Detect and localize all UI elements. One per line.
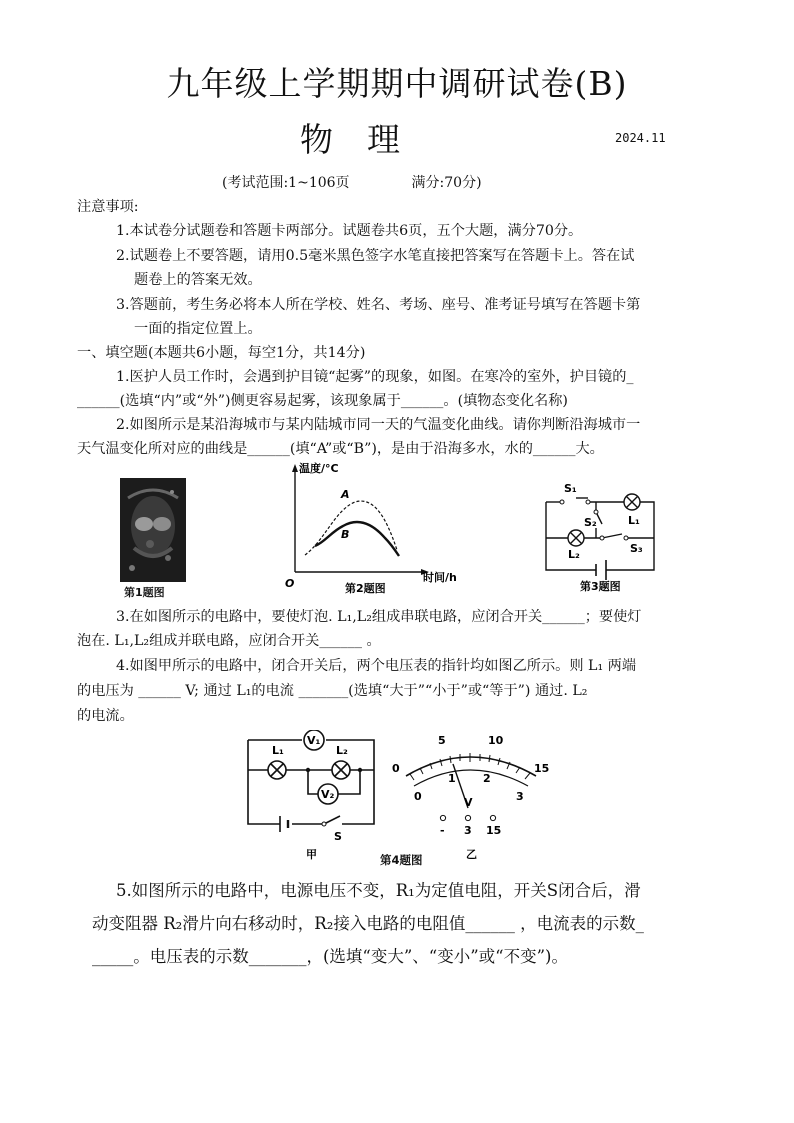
voltmeter-dial [388,728,558,866]
exam-scope [222,172,482,192]
figure-4-meter [388,728,558,866]
inner-scale-3: 3 [516,790,524,803]
meter-unit: V [464,796,473,809]
figure-1-caption: 第1题图 [124,586,165,599]
terminal-15: 15 [486,824,502,837]
question-2-line: 天气温变化所对应的曲线是______(填“A”或“B”)，是由于沿海多水，水的______大。 [77,441,604,457]
figure-3 [540,478,660,593]
l2-label: L₂ [568,548,580,561]
exam-date: 2024.11 [615,131,666,145]
question-3-line: 3.在如图所示的电路中，要使灯泡. L₁,L₂组成串联电路，应闭合开关______；要使灯 [116,609,642,625]
temperature-graph [285,460,465,600]
question-4-line: 的电压为 ______ V; 通过 L₁的电流 _______(选填“大于”“小于”或“等于”) 通过. L₂ [77,683,588,699]
curve-b-label: B [341,528,350,541]
outer-scale-10: 10 [488,734,504,747]
note-item: 题卷上的答案无效。 [134,272,262,288]
switch-label-4: S [334,830,342,843]
question-5-line: 动变阻器 R₂滑片向右移动时，R₂接入电路的电阻值______ ，电流表的示数_ [92,914,644,933]
subject-title: 物理 [300,120,434,159]
x-axis-label: 时间/h [423,571,457,584]
figure-jia-label: 甲 [306,848,317,860]
figure-1 [120,478,186,599]
note-item: 2.试题卷上不要答题，请用0.5毫米黑色签字水笔直接把答案写在答题卡上。答在试 [116,248,635,264]
figure-2-caption: 第2题图 [345,582,386,595]
l2-label-4: L₂ [336,744,348,757]
y-axis-label: 温度/°C [299,462,339,475]
note-item: 一面的指定位置上。 [134,321,262,337]
v1-label: V₁ [307,734,321,747]
question-2-line: 2.如图所示是某沿海城市与某内陆城市同一天的气温变化曲线。请你判断沿海城市一 [116,417,641,433]
terminal-negative: - [440,824,445,837]
s1-label: S₁ [564,482,577,495]
full-score: 满分:70分) [411,175,482,191]
figure-yi-label: 乙 [466,848,477,861]
figure-4-circuit [244,730,384,860]
exam-title: 九年级上学期期中调研试卷(B) [166,64,628,103]
inner-scale-1: 1 [448,772,456,785]
question-4-line: 4.如图甲所示的电路中，闭合开关后，两个电压表的指针均如图乙所示。则 L₁ 两端 [116,658,637,674]
s2-label: S₂ [584,516,597,529]
inner-scale-0: 0 [414,790,422,803]
terminal-3: 3 [464,824,472,837]
note-item: 3.答题前，考生务必将本人所在学校、姓名、考场、座号、准考证号填写在答题卡第 [116,297,641,313]
question-1-line: 1.医护人员工作时，会遇到护目镜“起雾”的现象，如图。在寒冷的室外，护目镜的_ [116,369,634,385]
figure-3-caption: 第3题图 [580,580,621,593]
figure-4-caption: 第4题图 [380,853,423,867]
question-3-line: 泡在. L₁,L₂组成并联电路，应闭合开关______ 。 [77,633,381,649]
outer-scale-0: 0 [392,762,400,775]
curve-a-label: A [341,488,350,501]
l1-label-4: L₁ [272,744,284,757]
note-item: 1.本试卷分试题卷和答题卡两部分。试题卷共6页，五个大题，满分70分。 [116,223,583,239]
l1-label: L₁ [628,514,640,527]
inner-scale-2: 2 [483,772,491,785]
outer-scale-15: 15 [534,762,550,775]
origin-label: O [285,577,295,590]
question-5-line: 5.如图所示的电路中，电源电压不变，R₁为定值电阻，开关S闭合后，滑 [116,881,641,900]
scope-range: (考试范围:1~106页 [222,175,350,191]
notes-heading: 注意事项: [77,199,139,215]
outer-scale-5: 5 [438,734,446,747]
section-heading: 一、填空题(本题共6小题，每空1分，共14分) [77,345,366,361]
v2-label: V₂ [321,788,335,801]
goggles-photo [120,478,186,582]
curve-a [305,501,397,555]
circuit-diagram-3 [540,478,660,593]
question-1-line: ______(选填“内”或“外”)侧更容易起雾，该现象属于______。(填物态变化名称) [77,393,568,409]
curve-b [315,522,399,556]
s3-label: S₃ [630,542,643,555]
figure-2 [285,460,465,600]
question-5-line: _____。电压表的示数_______，(选填“变大”、“变小”或“不变”)。 [92,947,568,966]
question-4-line: 的电流。 [77,708,134,724]
circuit-diagram-4 [244,730,384,860]
